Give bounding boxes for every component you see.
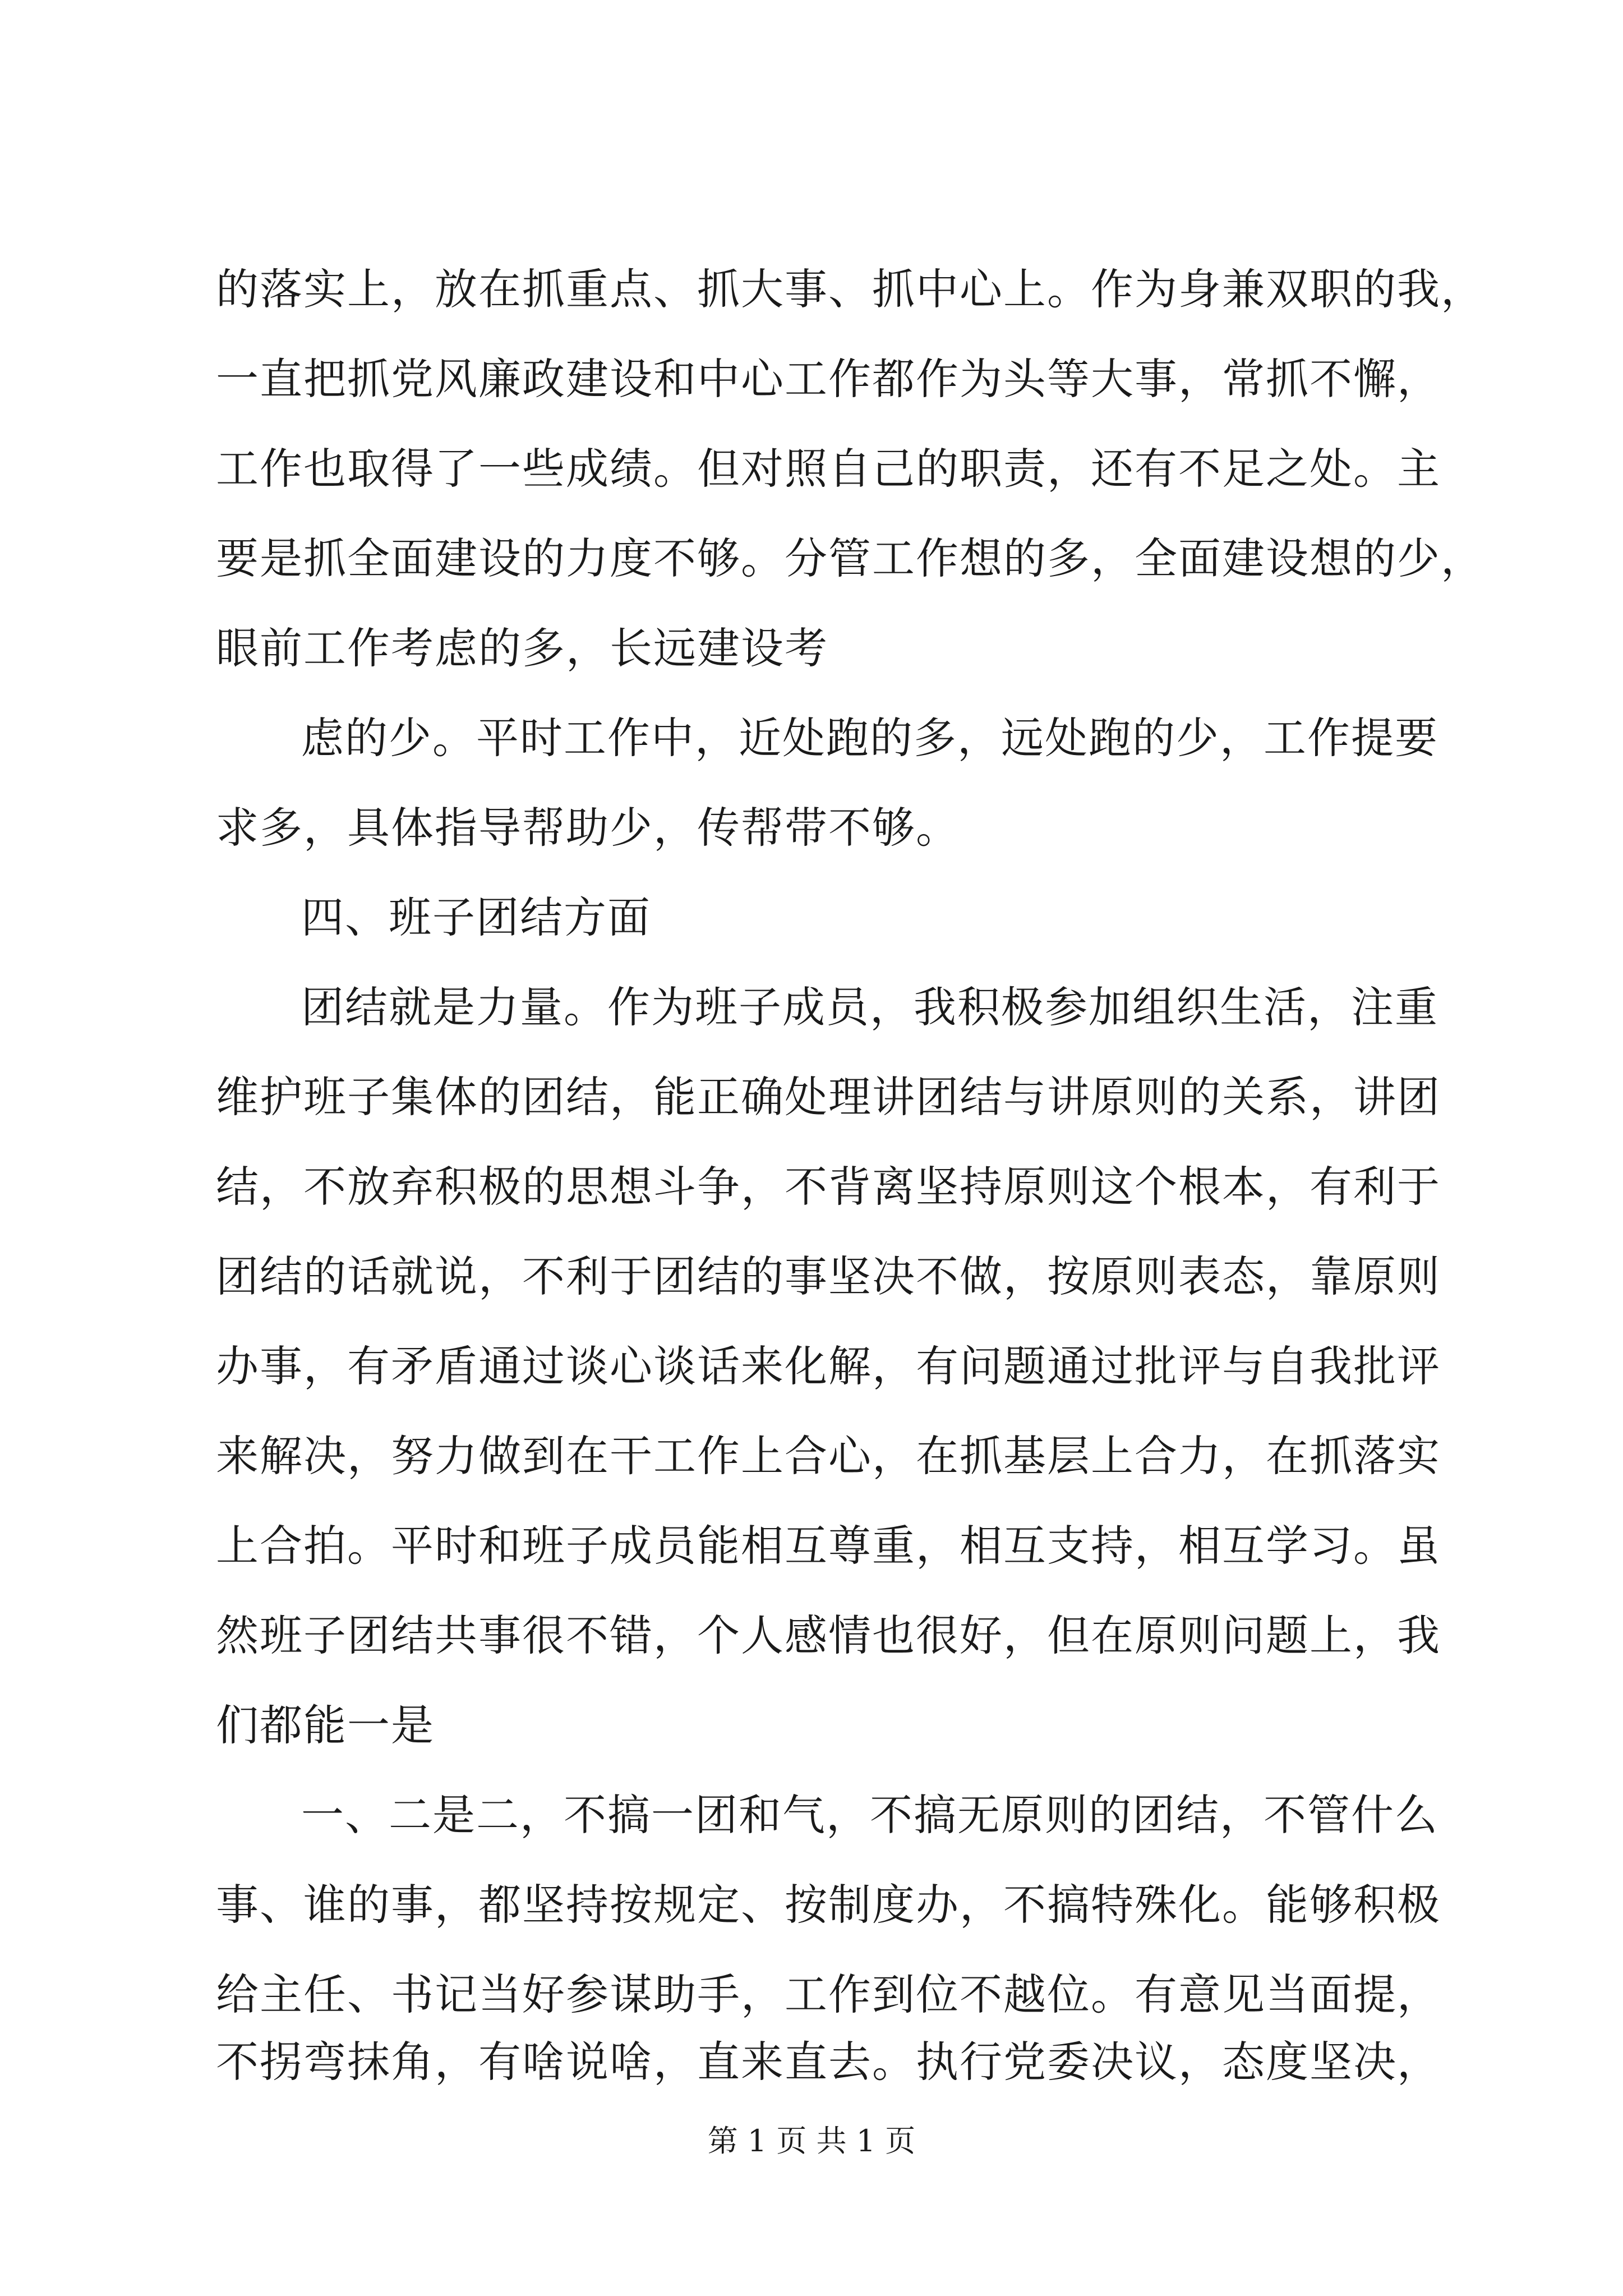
text-line: 虑的少。平时工作中，近处跑的多，远处跑的少，工作提要 <box>301 713 1438 763</box>
text-line: 一、二是二，不搞一团和气，不搞无原则的团结，不管什么 <box>301 1790 1438 1840</box>
text-line: 工作也取得了一些成绩。但对照自己的职责，还有不足之处。主 <box>216 444 1441 494</box>
text-line: 团结就是力量。作为班子成员，我积极参加组织生活，注重 <box>301 982 1438 1032</box>
section-heading: 四、班子团结方面 <box>301 892 651 942</box>
text-line: 然班子团结共事很不错，个人感情也很好，但在原则问题上，我 <box>216 1611 1441 1660</box>
text-line: 给主任、书记当好参谋助手，工作到位不越位。有意见当面提， <box>216 1970 1441 2019</box>
page-footer: 第 1 页 共 1 页 <box>707 2123 916 2159</box>
text-line: 的落实上，放在抓重点、抓大事、抓中心上。作为身兼双职的我， <box>216 264 1484 314</box>
text-line: 团结的话就说，不利于团结的事坚决不做，按原则表态，靠原则 <box>216 1251 1441 1301</box>
text-line: 要是抓全面建设的力度不够。分管工作想的多，全面建设想的少， <box>216 533 1484 583</box>
text-line: 眼前工作考虑的多，长远建设考 <box>216 623 828 673</box>
text-line: 不拐弯抹角，有啥说啥，直来直去。执行党委决议，态度坚决， <box>216 2037 1441 2087</box>
text-line: 事、谁的事，都坚持按规定、按制度办，不搞特殊化。能够积极 <box>216 1880 1441 1930</box>
text-line: 结，不放弃积极的思想斗争，不背离坚持原则这个根本，有利于 <box>216 1162 1441 1212</box>
text-line: 求多，具体指导帮助少，传帮带不够。 <box>216 803 960 853</box>
text-line: 办事，有矛盾通过谈心谈话来化解，有问题通过批评与自我批评 <box>216 1341 1441 1391</box>
text-line: 来解决，努力做到在干工作上合心，在抓基层上合力，在抓落实 <box>216 1431 1441 1481</box>
text-line: 一直把抓党风廉政建设和中心工作都作为头等大事，常抓不懈， <box>216 354 1441 404</box>
text-line: 维护班子集体的团结，能正确处理讲团结与讲原则的关系，讲团 <box>216 1072 1441 1122</box>
text-line: 们都能一是 <box>216 1700 435 1750</box>
text-line: 上合拍。平时和班子成员能相互尊重，相互支持，相互学习。虽 <box>216 1521 1441 1571</box>
